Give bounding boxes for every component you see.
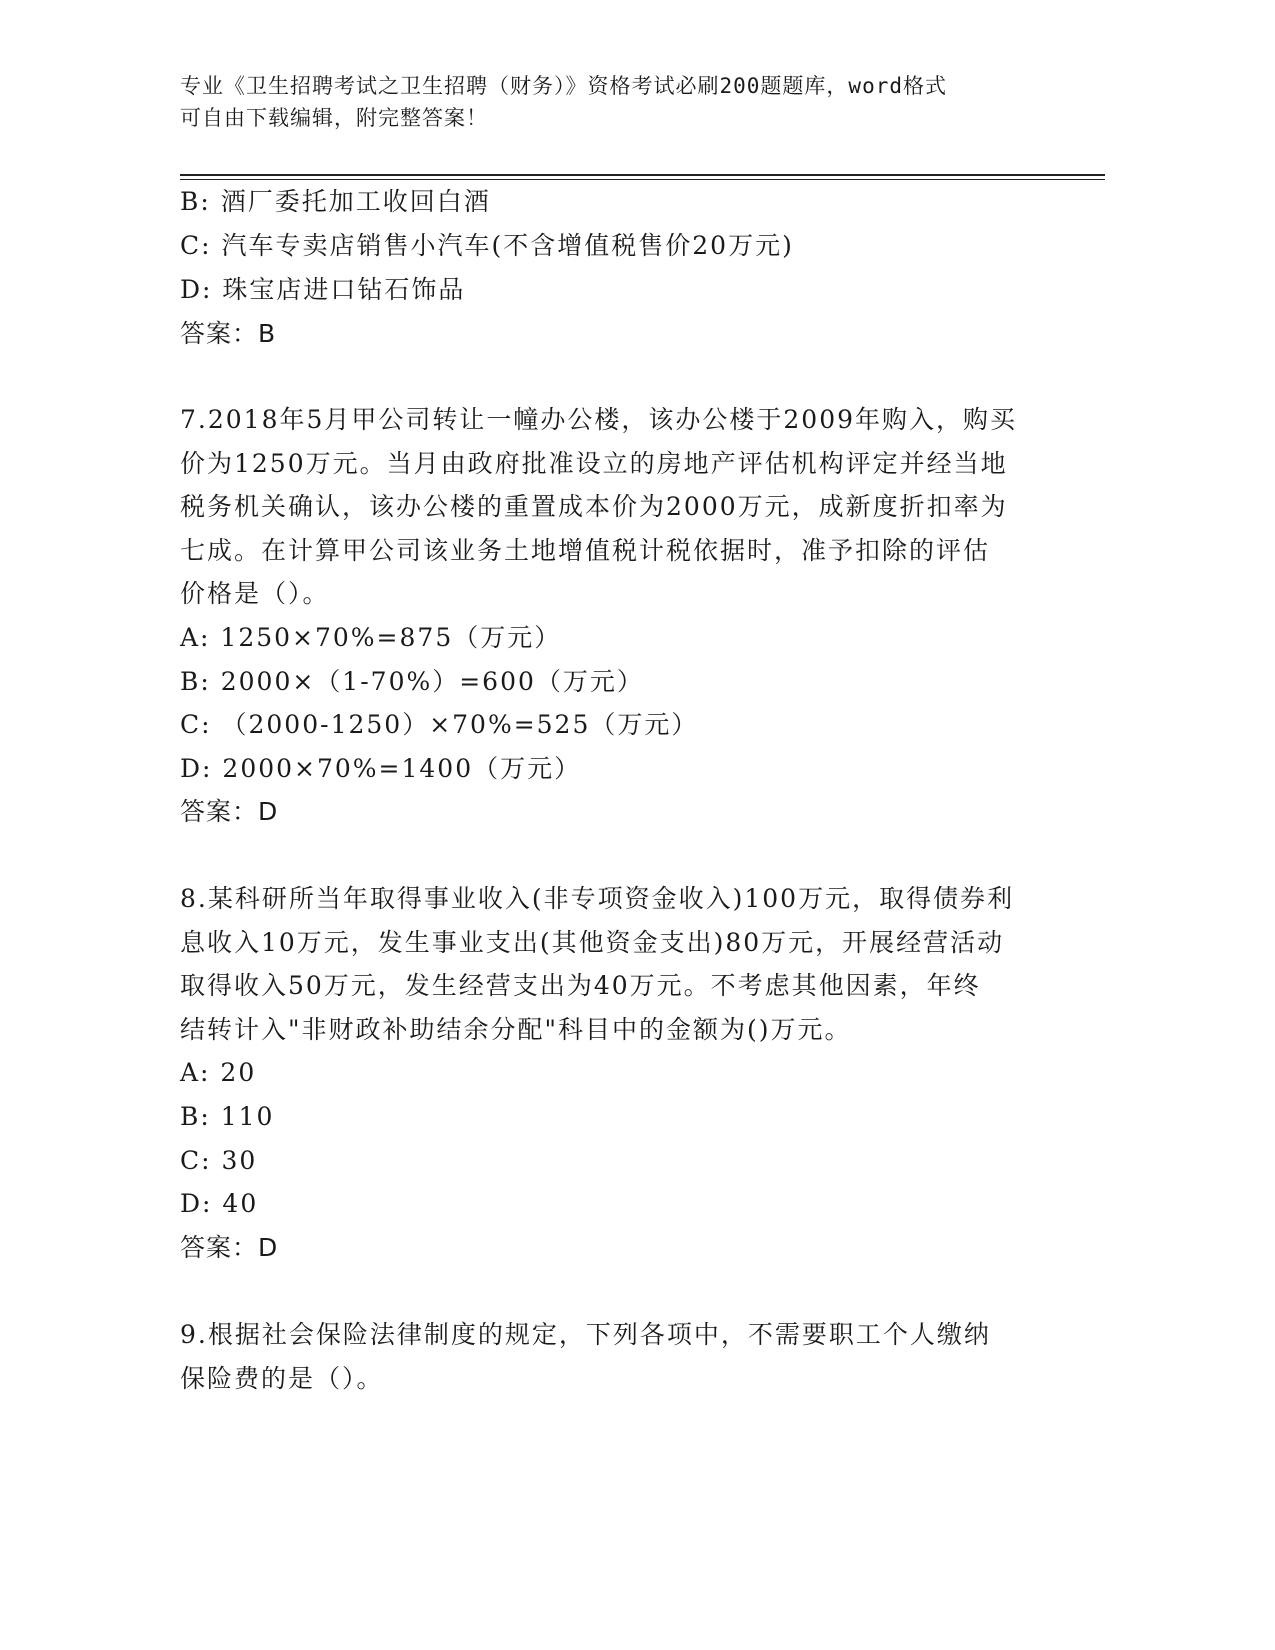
question-9-text-line: 9.根据社会保险法律制度的规定，下列各项中，不需要职工个人缴纳 [180,1320,991,1349]
question-7-option-d: D: 2000×70%=1400（万元） [180,753,582,783]
question-8-option-c: C: 30 [180,1145,258,1175]
question-7-option-a: A: 1250×70%=875（万元） [180,622,562,652]
question-7-text-line: 价格是（）。 [180,579,330,609]
question-8-text-line: 息收入10万元，发生事业支出(其他资金支出)80万元，开展经营活动 [180,927,1005,957]
header-divider-thick [180,174,1105,176]
question-8-text-line: 结转计入"非财政补助结余分配"科目中的金额为()万元。 [180,1014,852,1044]
document-header [180,70,1060,134]
question-7-option-c: C: （2000-1250）×70%=525（万元） [180,710,699,740]
question-6 [180,180,1050,356]
header-title-line-1: 专业《卫生招聘考试之卫生招聘（财务）》资格考试必刷200题题库，word格式 [180,74,947,98]
question-7-text-line: 7.2018年5月甲公司转让一幢办公楼，该办公楼于2009年购入，购买 [180,405,1018,434]
question-8-answer: 答案：D [180,1232,279,1262]
question-7-answer: 答案：D [180,797,279,827]
question-8-option-d: D: 40 [180,1189,259,1219]
question-6-option-c: C: 汽车专卖店销售小汽车(不含增值税售价20万元) [180,231,794,260]
question-8-option-a: A: 20 [180,1058,257,1088]
question-8 [180,877,1050,1270]
question-7-text-line: 税务机关确认，该办公楼的重置成本价为2000万元，成新度折扣率为 [180,492,1008,522]
question-8-text-line: 8.某科研所当年取得事业收入(非专项资金收入)100万元，取得债券利 [180,884,1015,913]
question-7-text-line: 价为1250万元。当月由政府批准设立的房地产评估机构评定并经当地 [180,448,1008,478]
question-7-text-line: 七成。在计算甲公司该业务土地增值税计税依据时，准予扣除的评估 [180,535,991,565]
header-title-line-2: 可自由下载编辑，附完整答案！ [180,106,488,130]
question-6-option-b: B: 酒厂委托加工收回白酒 [180,187,491,216]
question-7-option-b: B: 2000×（1-70%）=600（万元） [180,666,644,696]
question-6-option-d: D: 珠宝店进口钻石饰品 [180,275,466,304]
question-9-text-line: 保险费的是（）。 [180,1363,384,1393]
question-8-text-line: 取得收入50万元，发生经营支出为40万元。不考虑其他因素，年终 [180,971,981,1001]
question-9 [180,1313,1050,1400]
question-7 [180,398,1050,834]
question-6-answer: 答案：B [180,319,277,348]
question-8-option-b: B: 110 [180,1101,275,1131]
